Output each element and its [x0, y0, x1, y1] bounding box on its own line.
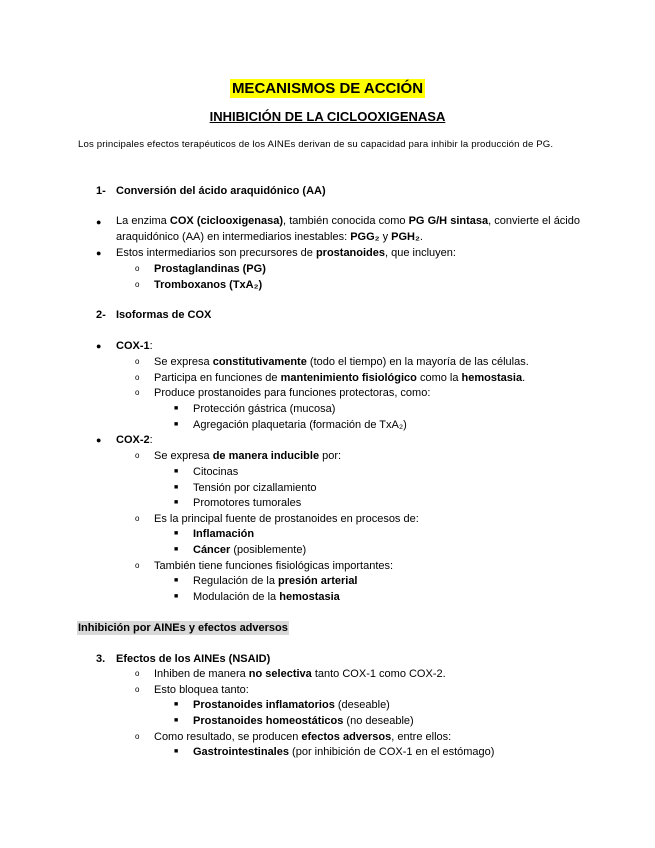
- section-2-heading: Isoformas de COX: [116, 309, 212, 321]
- circle-bullet-icon: o: [135, 732, 140, 741]
- gastrointestinal-item: Gastrointestinales (por inhibición de COX-1 en el estómago): [193, 746, 495, 758]
- square-bullet-icon: ■: [174, 748, 179, 755]
- cox1-label: COX-1:: [116, 340, 153, 352]
- circle-bullet-icon: o: [135, 669, 140, 678]
- blocks-item: Esto bloquea tanto:: [154, 684, 249, 696]
- square-bullet-icon: ■: [174, 468, 179, 475]
- square-bullet-icon: ■: [174, 530, 179, 537]
- section-1-heading: Conversión del ácido araquidónico (AA): [116, 185, 326, 197]
- circle-bullet-icon: o: [135, 561, 140, 570]
- square-bullet-icon: ■: [174, 405, 179, 412]
- square-bullet-icon: ■: [174, 593, 179, 600]
- document-title: MECANISMOS DE ACCIÓN: [231, 80, 424, 97]
- circle-bullet-icon: o: [135, 685, 140, 694]
- section-3-heading: Efectos de los AINEs (NSAID): [116, 653, 271, 665]
- thromboxanes-item: Tromboxanos (TxA₂): [154, 279, 263, 291]
- blood-pressure-item: Regulación de la presión arterial: [193, 575, 358, 587]
- prostaglandins-item: Prostaglandinas (PG): [154, 263, 266, 275]
- section-2-number: 2-: [96, 309, 106, 321]
- cox2-inducible-item: Se expresa de manera inducible por:: [154, 450, 342, 462]
- cox1-expression-item: Se expresa constitutivamente (todo el tiempo) en la mayoría de las células.: [154, 356, 529, 368]
- square-bullet-icon: ■: [174, 717, 179, 724]
- circle-bullet-icon: o: [135, 280, 140, 289]
- adverse-effects-item: Como resultado, se producen efectos adversos, entre ellos:: [154, 731, 452, 743]
- square-bullet-icon: ■: [174, 484, 179, 491]
- cox2-physiological-item: También tiene funciones fisiológicas importantes:: [154, 560, 394, 572]
- circle-bullet-icon: o: [135, 514, 140, 523]
- document-subtitle: INHIBICIÓN DE LA CICLOOXIGENASA: [209, 109, 446, 124]
- section-heading-bar: Inhibición por AINEs y efectos adversos: [78, 622, 288, 634]
- platelet-aggregation-item: Agregación plaquetaria (formación de TxA₂): [193, 419, 407, 431]
- homeostatic-prostanoids-item: Prostanoides homeostáticos (no deseable): [193, 715, 414, 727]
- square-bullet-icon: ■: [174, 546, 179, 553]
- cytokines-item: Citocinas: [193, 466, 239, 478]
- square-bullet-icon: ■: [174, 577, 179, 584]
- bullet-icon: ●: [96, 217, 102, 227]
- bullet-icon: ●: [96, 341, 102, 351]
- section-1-number: 1-: [96, 185, 106, 197]
- bullet-icon: ●: [96, 435, 102, 445]
- cox-enzyme-paragraph: La enzima COX (ciclooxigenasa), también conocida como PG G/H sintasa, convierte el ácido araquidónico (AA) en intermediarios inestables: PGG₂ y PGH₂.: [116, 215, 580, 243]
- precursors-line: Estos intermediarios son precursores de prostanoides, que incluyen:: [116, 247, 456, 259]
- hemostasis-item: Modulación de la hemostasia: [193, 591, 340, 603]
- square-bullet-icon: ■: [174, 421, 179, 428]
- circle-bullet-icon: o: [135, 388, 140, 397]
- square-bullet-icon: ■: [174, 701, 179, 708]
- circle-bullet-icon: o: [135, 264, 140, 273]
- tumor-promoters-item: Promotores tumorales: [193, 497, 302, 509]
- circle-bullet-icon: o: [135, 373, 140, 382]
- inflammation-item: Inflamación: [193, 528, 255, 540]
- nonselective-item: Inhiben de manera no selectiva tanto COX-1 como COX-2.: [154, 668, 446, 680]
- square-bullet-icon: ■: [174, 499, 179, 506]
- cox1-function-item: Participa en funciones de mantenimiento fisiológico como la hemostasia.: [154, 372, 526, 384]
- cox1-prostanoids-item: Produce prostanoides para funciones protectoras, como:: [154, 387, 431, 399]
- cancer-item: Cáncer (posiblemente): [193, 544, 307, 556]
- section-3-number: 3.: [96, 653, 106, 665]
- cox2-source-item: Es la principal fuente de prostanoides en procesos de:: [154, 513, 419, 525]
- circle-bullet-icon: o: [135, 451, 140, 460]
- inflammatory-prostanoids-item: Prostanoides inflamatorios (deseable): [193, 699, 390, 711]
- shear-stress-item: Tensión por cizallamiento: [193, 482, 317, 494]
- cox2-label: COX-2:: [116, 434, 153, 446]
- bullet-icon: ●: [96, 248, 102, 258]
- circle-bullet-icon: o: [135, 357, 140, 366]
- gastric-protection-item: Protección gástrica (mucosa): [193, 403, 336, 415]
- intro-paragraph: Los principales efectos terapéuticos de los AINEs derivan de su capacidad para inhibir la producción de PG.: [78, 139, 554, 150]
